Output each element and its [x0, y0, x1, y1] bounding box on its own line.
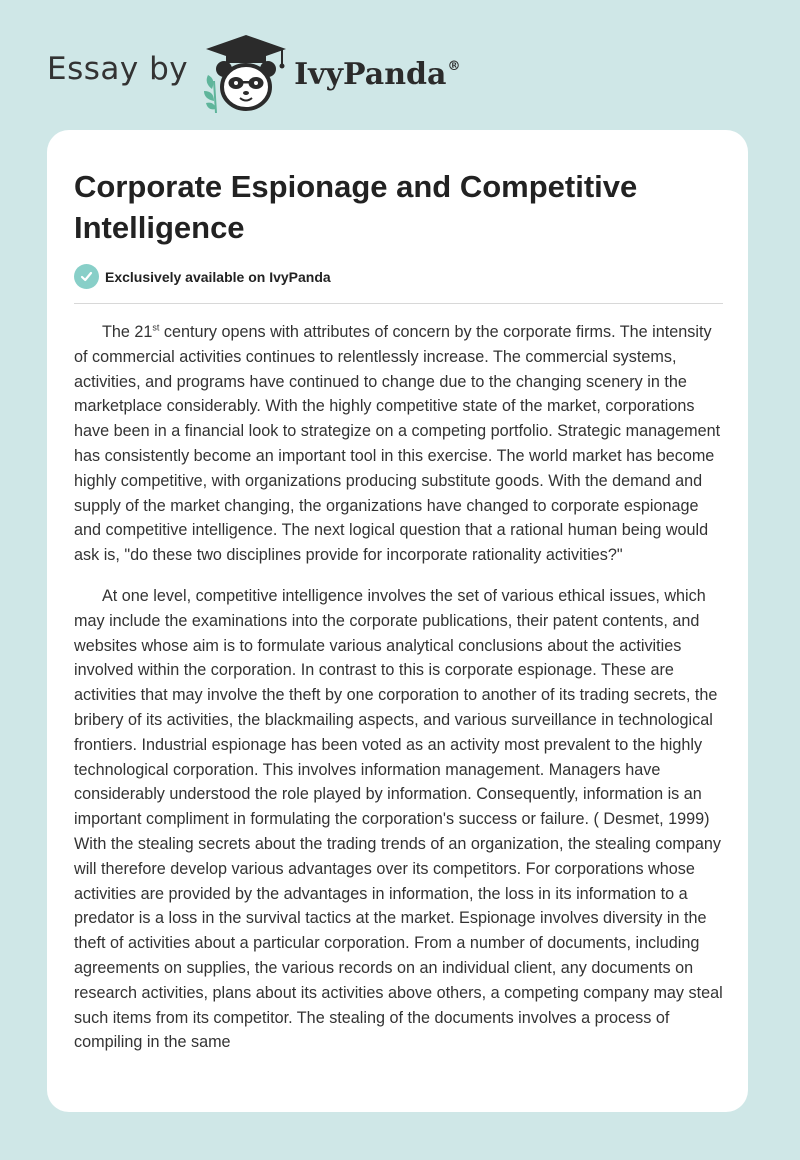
registered-mark: ® — [447, 58, 461, 74]
panda-logo-icon[interactable] — [202, 31, 290, 115]
site-header — [47, 28, 460, 118]
essay-by-label: Essay by — [47, 51, 189, 87]
exclusive-badge-label: Exclusively available on IvyPanda — [105, 268, 331, 285]
brand-name[interactable]: IvyPanda® — [294, 56, 461, 92]
divider — [74, 303, 723, 304]
paragraph-1: The 21st century opens with attributes of concern by the corporate firms. The intensity of commercial activities continues to relentlessly increase. The commercial systems, activities, and programs have continued to change due to the changing scenery in the marketplace considerably. With the highly competitive state of the market, corporations have been in a financial look to strategize on a competing portfolio. Strategic management has consistently become an important tool in this exercise. The world market has become highly competitive, with organizations producing substitute goods. With the demand and supply of the market changing, the organizations have changed to corporate espionage and competitive intelligence. The next logical question that a rational human being would ask is, "do these two disciplines provide for incorporate rationality activities?" — [74, 322, 721, 565]
essay-body — [74, 320, 726, 1071]
check-icon — [74, 264, 99, 289]
page-title: Corporate Espionage and Competitive Intelligence — [74, 169, 638, 245]
exclusive-badge — [74, 264, 331, 289]
paragraph-2: At one level, competitive intelligence involves the set of various ethical issues, which may include the examinations into the corporate publications, their patent contents, and websites whose aim is to formulate various analytical conclusions about the activities involved within the corporation. In contrast to this is corporate espionage. These are activities that may involve the theft by one corporation to another of its trading secrets, the bribery of its activities, the blackmailing aspects, and various surveillance in technological frontiers. Industrial espionage has been voted as an activity most prevalent to the highly technological corporation. This involves information management. Managers have considerably understood the role played by information. Consequently, information is an important compliment in formulating the corporation's success or failure. ( Desmet, 1999) With the stealing secrets about the trading trends of an organization, the stealing company will therefore develop various advantages over its competitors. For corporations whose activities are provided by the advantages in information, the loss in its information to a predator is a loss in the survival tactics at the market. Espionage involves diversity in the theft of activities about a particular corporation. From a number of documents, including agreements on supplies, the various records on an individual client, any documents on research activities, plans about its activities above others, a competing company may steal such items from its competitor. The stealing of the documents involves a process of compiling in the same — [74, 586, 723, 1052]
essay-card — [47, 130, 748, 1112]
